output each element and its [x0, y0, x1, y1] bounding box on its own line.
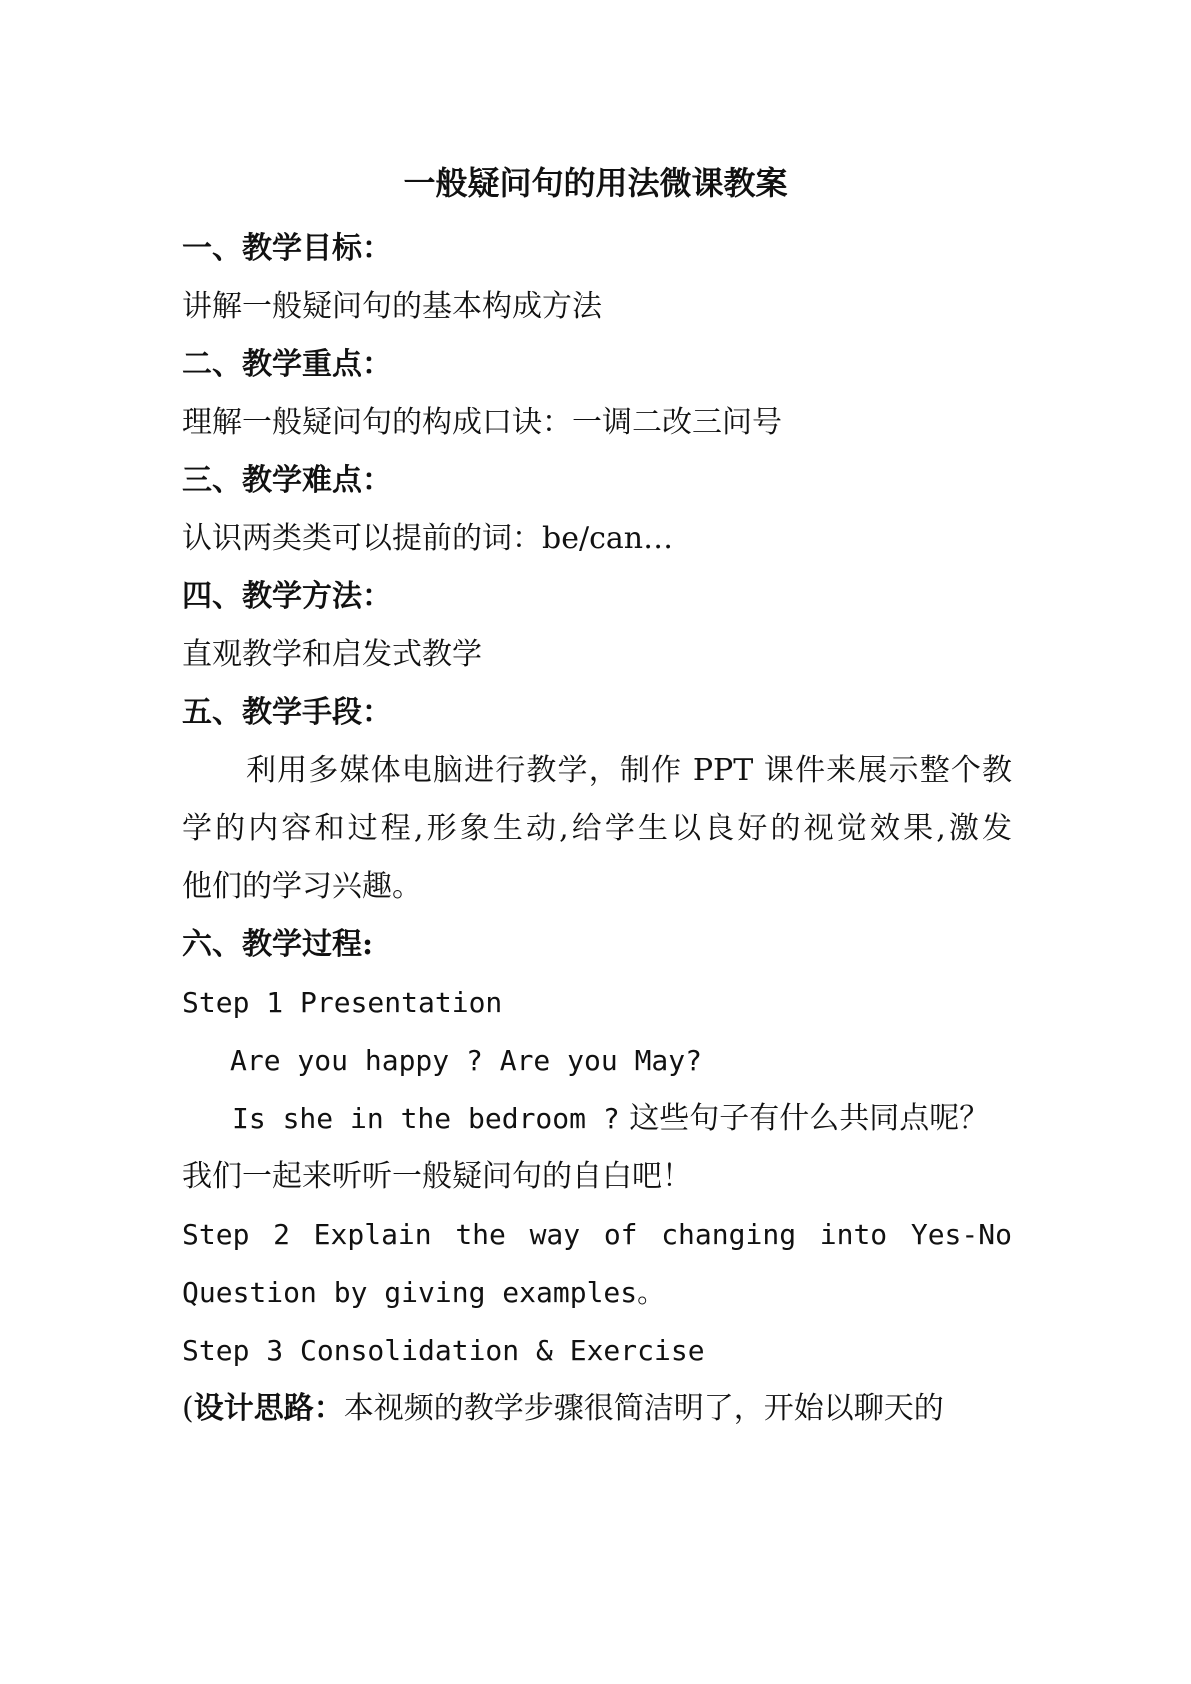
design-rationale-label: 设计思路：	[193, 1391, 344, 1426]
step-1-example-2-english: Is she in the bedroom ?	[232, 1102, 620, 1135]
section-heading-key-points: 二、教学重点：	[182, 347, 392, 382]
section-heading-means: 五、教学手段：	[182, 695, 392, 730]
paragraph-means-line-2: 学的内容和过程,形象生动,给学生以良好的视觉效果,激发	[182, 811, 1012, 846]
design-rationale-line	[182, 1389, 944, 1429]
section-text-key-points: 理解一般疑问句的构成口诀：一调二改三问号	[182, 405, 782, 440]
section-heading-process: 六、教学过程:	[182, 927, 374, 962]
section-heading-methods: 四、教学方法：	[182, 579, 392, 614]
step-1-example-1: Are you happy ? Are you May?	[230, 1044, 703, 1077]
step-2-title-line-1: Step 2 Explain the way of changing into Yes-No	[182, 1218, 1012, 1251]
paragraph-means-line-3: 他们的学习兴趣。	[182, 869, 422, 904]
section-text-methods: 直观教学和启发式教学	[182, 637, 482, 672]
section-text-difficulties: 认识两类类可以提前的词：be/can…	[182, 521, 674, 556]
design-rationale-text: 本视频的教学步骤很简洁明了，开始以聊天的	[343, 1391, 944, 1426]
design-rationale-open-paren: (	[182, 1391, 194, 1426]
step-2-title-line-2: Question by giving examples。	[182, 1276, 666, 1309]
document-title: 一般疑问句的用法微课教案	[403, 164, 788, 202]
step-1-title: Step 1 Presentation	[182, 986, 503, 1019]
step-1-example-2-chinese: 这些句子有什么共同点呢？	[629, 1101, 990, 1136]
section-text-objectives: 讲解一般疑问句的基本构成方法	[182, 289, 602, 324]
section-heading-difficulties: 三、教学难点：	[182, 463, 392, 498]
step-1-example-2	[232, 1099, 989, 1139]
step-1-example-2-continued: 我们一起来听听一般疑问句的自白吧！	[182, 1159, 692, 1194]
paragraph-means-line-1: 利用多媒体电脑进行教学，制作 PPT 课件来展示整个教	[246, 753, 1012, 788]
section-heading-objectives: 一、教学目标：	[182, 231, 392, 266]
step-3-title: Step 3 Consolidation & Exercise	[182, 1334, 705, 1367]
